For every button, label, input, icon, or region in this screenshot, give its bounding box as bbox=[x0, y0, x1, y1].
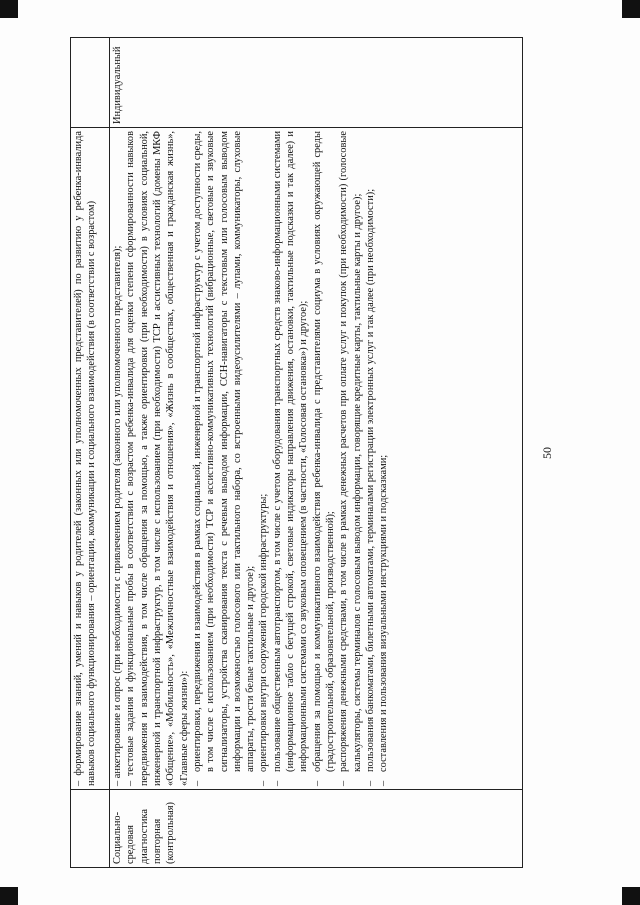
service-name: Социально-средовая диагностика повторная (контрольная) bbox=[112, 802, 177, 864]
prev-row-text: – формирование знаний, умений и навыков у родителей (законных или уполномоченных представителей) по развитию у ребенка-инвалида навыков социального функционирования – ориентации, коммуникации и социального взаимодействия (в соответствии с возрастом) bbox=[73, 131, 98, 786]
cell-content bbox=[71, 128, 110, 790]
table-row bbox=[110, 38, 523, 868]
list-item: – ориентировки, передвижения и взаимодействия в рамках социальной, инженерной и транспортной инфраструктур с учетом доступности среды, в том числе с использованием (при необходимости) ТСР и ассистивно-коммуникативных технологий (вибрационные, световые и звуковые сигнализаторы, устройства сканирования текста с речевым выводом информации, ССН-навигаторы с текстовым или голосовым выводом информации и возможностью голосового или тактильного набора, со встроенными видеоусилителями – лупами, коммуникаторы, слуховые аппараты, трости белые тактильные и другое); bbox=[191, 131, 257, 786]
scan-corner-mark bbox=[622, 887, 640, 905]
scan-corner-mark bbox=[622, 0, 640, 18]
scan-corner-mark bbox=[0, 887, 18, 905]
service-form: Индивидуальный bbox=[112, 46, 123, 124]
cell-service-form bbox=[110, 38, 523, 128]
cell-content bbox=[110, 128, 523, 790]
list-item: – обращения за помощью и коммуникативного взаимодействия ребенка-инвалида с представителями социума в условиях окружающей среды (градостроительной, образовательной, производственной); bbox=[311, 131, 336, 786]
list-item: – ориентировки внутри сооружений городской инфраструктуры; bbox=[258, 493, 270, 786]
cell-service-name bbox=[110, 790, 523, 868]
content-paragraph: – тестовые задания и функциональные пробы в соответствии с возрастом ребенка-инвалида для оценки степени сформированности навыков передвижения и взаимодействия, в том числе обращения за помощью, а также ориентировки (при необходимости) в условиях социальной, инженерной и транспортной инфраструктур, в том числе с использованием (при необходимости) ТСР и ассистивных технологий (домены МКФ «Общение», «Мобильность», «Межличностные взаимодействия и отношения», «Жизнь в сообществах, общественная и гражданская жизнь», «Главные сферы жизни»): bbox=[125, 131, 190, 786]
content-paragraph: – анкетирование и опрос (при необходимости с привлечением родителя (законного или уполномоченного представителя); bbox=[112, 245, 123, 786]
cell-name-empty bbox=[71, 790, 110, 868]
sheet-content bbox=[70, 38, 570, 868]
list-item: – пользования банкоматами, билетными автоматами, терминалами регистрации электронных услуг и так далее (при необходимости); bbox=[364, 188, 376, 786]
page-number: 50 bbox=[540, 447, 554, 459]
cell-form-empty bbox=[71, 38, 110, 128]
scan-corner-mark bbox=[0, 0, 18, 18]
table-row bbox=[71, 38, 110, 868]
list-item: – составления и пользования визуальными инструкциями и подсказками; bbox=[378, 454, 390, 786]
list-item: – распоряжения денежными средствами, в том числе в рамках денежных расчетов при оплате услуг и покупок (при необходимости) (голосовые калькуляторы, системы терминалов с голосовым выводом информации, говорящие кредитные карты, тактильные карты и другое); bbox=[338, 131, 363, 786]
rotated-sheet bbox=[70, 38, 570, 868]
content-table bbox=[70, 37, 523, 868]
list-item: – пользование общественным автотранспортом, в том числе с учетом оборудования транспортных средств знаково-информационными системами (информационное табло с бегущей строкой, световые индикаторы направления движения, остановки, тактильные подсказки и так далее) и информационными системами со звуковым оповещением (в частности, «Голосовая остановка») и другое); bbox=[271, 131, 310, 786]
